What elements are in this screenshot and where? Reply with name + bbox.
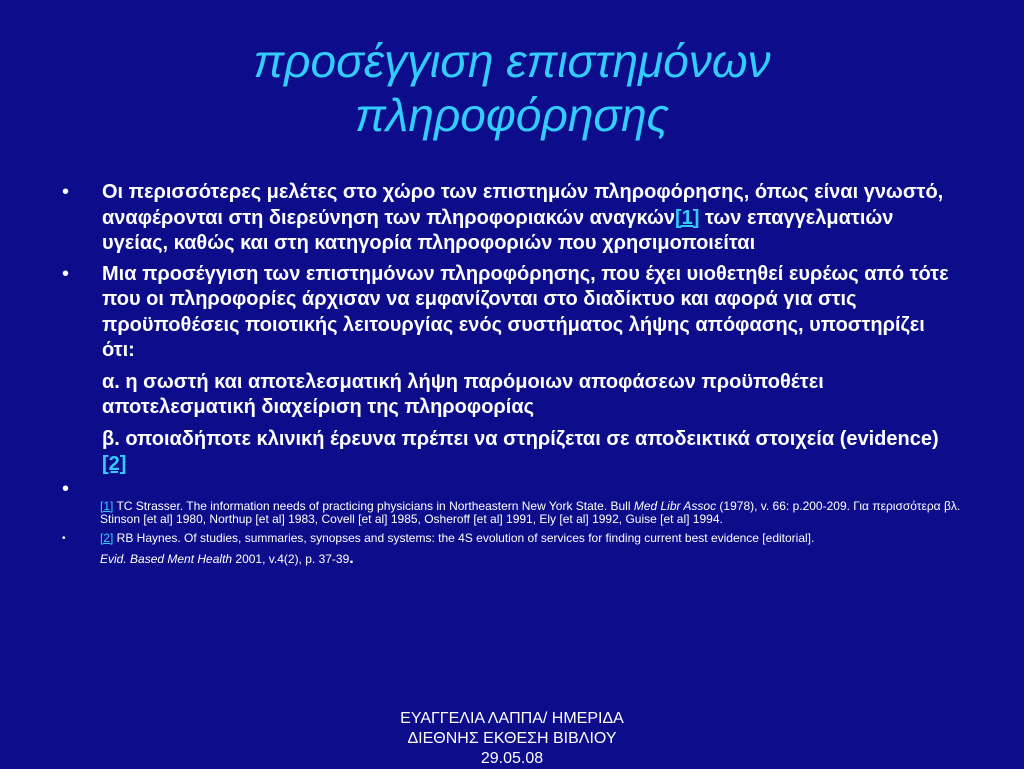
footnote-2-ref[interactable]: [2]	[100, 530, 114, 545]
footer-line-2: ΔΙΕΘΝΗΣ ΕΚΘΕΣΗ ΒΙΒΛΙΟΥ	[407, 730, 617, 747]
slide-body	[62, 180, 962, 566]
footnote-2-text-b: 2001, v.4(2), p. 37-39	[232, 551, 350, 566]
footnote-2-journal: Evid. Based Ment Health	[100, 551, 233, 566]
title-line-2: πληροφόρησης	[354, 89, 670, 141]
bullet-marker: •	[62, 532, 66, 544]
bullet-item-1	[62, 180, 962, 257]
footnote-1-text-a: TC Strasser. The information needs of practicing physicians in Northeastern New York State. Bull	[113, 498, 634, 513]
footnote-2-end: .	[349, 549, 354, 567]
footnote-link-2[interactable]: [2]	[102, 453, 127, 475]
sub-item-b	[62, 427, 962, 478]
footnote-2-text-a: RB Haynes. Of studies, summaries, synopses and systems: the 4S evolution of services for finding current best evidence [editorial].	[113, 530, 815, 545]
footnote-1	[62, 500, 962, 526]
footnote-2	[62, 532, 962, 545]
slide-title	[0, 34, 1024, 142]
footnote-2-line-2	[62, 549, 962, 567]
bullet-1-text-a: Οι περισσότερες μελέτες στο χώρο των επιστημών πληροφόρησης, όπως είναι γνωστό, αναφέρονται στη διερεύνηση των πληροφοριακών αναγκών	[102, 181, 944, 229]
slide-footer	[0, 709, 1024, 769]
title-line-1: προσέγγιση επιστημόνων	[253, 35, 771, 87]
bullet-marker: •	[62, 262, 70, 285]
sub-item-b-text: β. οποιαδήποτε κλινική έρευνα πρέπει να στηρίζεται σε αποδεικτικά στοιχεία (evidence)	[102, 427, 939, 450]
footnote-link-1[interactable]: [1]	[675, 206, 700, 229]
bullet-1-text-b: των επαγγελματιών υγείας, καθώς και στη κατηγορία πληροφοριών που χρησιμοποιείται	[102, 206, 894, 254]
sub-item-a: α. η σωστή και αποτελεσματική λήψη παρόμοιων αποφάσεων προϋποθέτει αποτελεσματική διαχείριση της πληροφορίας	[102, 370, 824, 418]
bullet-marker: •	[62, 477, 70, 500]
footnote-1-journal: Med Libr Assoc	[633, 498, 717, 513]
footnote-1-ref[interactable]: [1]	[100, 498, 114, 513]
footer-line-3: 29.05.08	[480, 750, 544, 767]
footnote-1-text-b: (1978), v. 66: p.200-209. Για περισσότερα βλ. Stinson [et al] 1980, Northup [et al] 1983, Covell [et al] 1985, Osheroff [et al] 1991, Ely [et al] 1992, Guise [et al] 1994.	[100, 498, 961, 526]
bullet-2-text: Μια προσέγγιση των επιστημόνων πληροφόρησης, που έχει υιοθετηθεί ευρέως από τότε που οι πληροφορίες άρχισαν να εμφανίζονται στο διαδίκτυο και αφορά για στις προϋποθέσεις ποιοτικής λειτουργίας ενός συστήματος λήψης απόφασης, υποστηρίζει ότι:	[102, 262, 949, 361]
footer-line-1: ΕΥΑΓΓΕΛΙΑ ΛΑΠΠΑ/ ΗΜΕΡΙΔΑ	[400, 710, 624, 727]
empty-bullet-item	[62, 478, 962, 498]
bullet-item-2	[62, 262, 962, 364]
bullet-marker: •	[62, 181, 70, 203]
